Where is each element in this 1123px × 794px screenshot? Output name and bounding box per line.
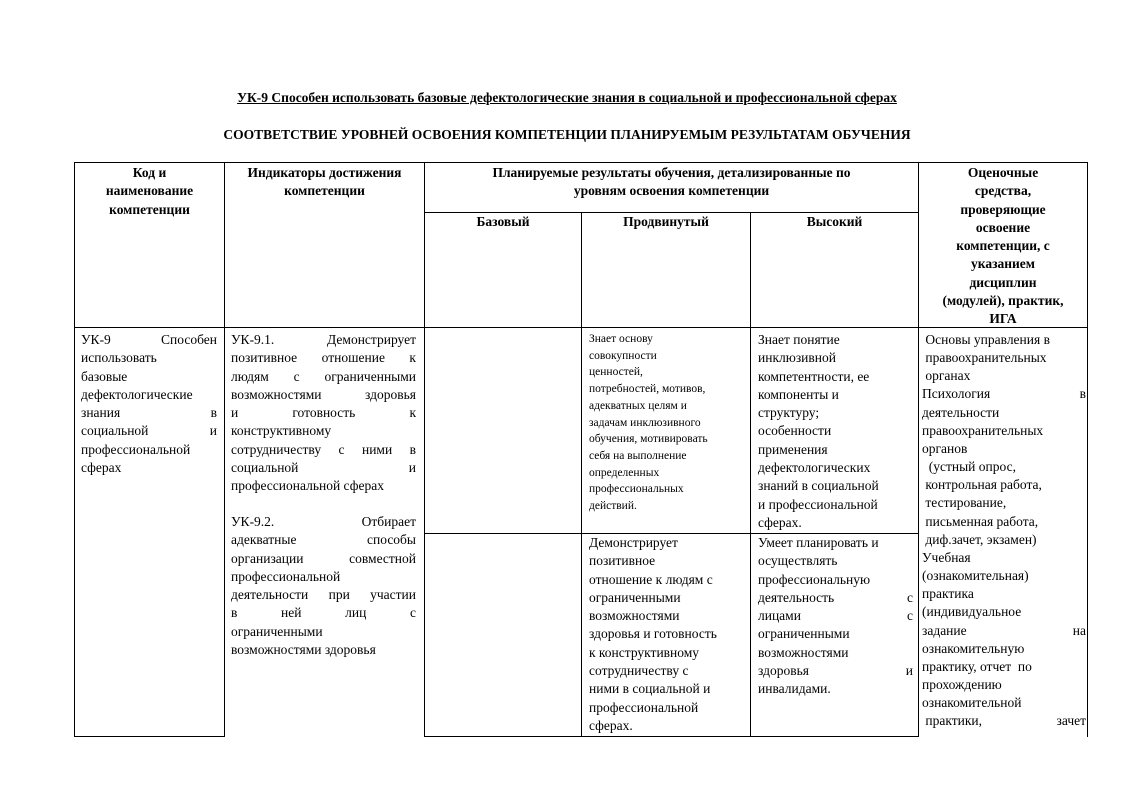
high-result-knows-line: Знает понятие [758,332,840,347]
high-result-can-line: деятельность с [758,589,913,605]
high-result-knows-line: знаний в социальной [758,478,879,494]
advanced-result-demonstrates-line: сферах. [589,717,633,733]
table-border [74,162,1088,163]
header-level-high-line: Высокий [806,214,863,229]
indicator-2-cell-line: УК-9.2. Отбирает [231,514,416,529]
document-subtitle: СООТВЕТСТВИЕ УРОВНЕЙ ОСВОЕНИЯ КОМПЕТЕНЦИИ ПЛАНИРУЕМЫМ РЕЗУЛЬТАТАМ ОБУЧЕНИЯ [223,127,911,142]
competence-cell-line: УК-9 Способен [81,332,217,347]
high-result-knows-line: особенности [758,423,832,439]
assessment-cell-line: органах [922,368,971,384]
high-result-knows-line: структуру; [758,405,820,421]
table-border [74,736,225,737]
high-result-knows-line: компетентности, ее [758,368,870,384]
document-title: УК-9 Способен использовать базовые дефектологические знания в социальной и профессиональной сферах [237,90,897,105]
advanced-result-knows-line: ценностей, [589,366,643,379]
advanced-result-knows-line: задачам инклюзивного [589,416,701,429]
header-assessment-line: дисциплин [969,274,1037,290]
indicator-1-cell-line: социальной и [231,460,416,476]
advanced-result-demonstrates-line: Демонстрирует [589,535,678,550]
indicator-2-cell-line: возможностями здоровья [231,642,376,658]
indicator-1-cell-line: возможностями здоровья [231,386,416,402]
assessment-cell-line: письменная работа, [922,513,1039,529]
header-code-line: наименование [105,183,194,199]
advanced-result-demonstrates-line: ограниченными [589,589,681,605]
advanced-result-knows-line: действий. [589,500,637,513]
advanced-result-knows-line: потребностей, мотивов, [589,383,706,396]
indicator-1-cell [231,331,416,496]
table-border [74,162,75,737]
assessment-cell-line: тестирование, [922,495,1007,511]
advanced-result-demonstrates [589,534,749,735]
header-code [75,164,224,219]
high-result-knows [758,331,916,532]
assessment-cell-line: (индивидуальное [922,604,1022,620]
advanced-result-knows-line: Знает основу [589,333,653,345]
header-level-high [751,213,918,231]
advanced-result-knows-line: обучения, мотивировать [589,433,708,446]
advanced-result-demonstrates-line: здоровья и готовность [589,626,717,642]
header-assessment-line: (модулей), практик, [942,293,1064,309]
competence-cell-line: использовать [81,350,157,366]
assessment-cell-line: практику, отчет по [922,658,1032,674]
competence-cell-line: социальной и [81,423,217,439]
high-result-can-line: профессиональную [758,571,871,587]
header-assessment-line: Оценочные [967,165,1039,180]
assessment-cell-line: ознакомительной [922,695,1022,711]
assessment-cell-line: правоохранительных [922,422,1044,438]
competence-cell-line: профессиональной [81,441,191,457]
indicator-2-cell [231,513,416,659]
table-border [74,327,919,328]
advanced-result-demonstrates-line: отношение к людям с [589,571,713,587]
high-result-knows-line: применения [758,441,828,457]
assessment-cell-line: Основы управления в [922,332,1050,347]
advanced-result-knows-line: совокупности [589,349,657,362]
indicator-1-cell-line: профессиональной сферах [231,478,384,494]
assessment-cell-line: правоохранительных [922,350,1047,366]
header-indicators [225,164,424,201]
assessment-cell-line: Психология в [922,386,1086,402]
competence-cell-line: базовые [81,368,128,384]
high-result-can-line: инвалидами. [758,681,831,697]
table-border [224,162,225,737]
high-result-can-line: ограниченными [758,626,850,642]
advanced-result-demonstrates-line: возможностями [589,608,680,624]
assessment-cell-line: Учебная [922,549,971,565]
indicator-2-cell-line: адекватные способы [231,532,416,548]
header-results-line: Планируемые результаты обучения, детализированные по [492,165,851,180]
advanced-result-demonstrates-line: сотрудничеству с [589,663,689,679]
advanced-result-knows-line: определенных [589,466,660,479]
header-results-line: уровням освоения компетенции [573,183,770,199]
indicator-1-cell-line: конструктивному [231,423,332,439]
header-assessment-line: указанием [971,256,1035,272]
high-result-knows-line: компоненты и [758,386,839,402]
high-result-knows-line: инклюзивной [758,350,836,366]
assessment-cell [922,331,1086,730]
competence-cell [81,331,217,477]
high-result-can-line: лицами с [758,608,913,624]
competence-cell-line: дефектологические [81,386,193,402]
high-result-knows-line: дефектологических [758,460,871,476]
advanced-result-knows [589,331,749,515]
competence-cell-line: знания в [81,405,217,421]
table-border [424,736,919,737]
assessment-cell-line: органов [922,440,968,456]
header-level-basic-line: Базовый [476,214,530,229]
header-assessment-line: средства, [974,183,1032,199]
indicator-1-cell-line: людям с ограниченными [231,368,416,384]
header-assessment-line: ИГА [989,311,1017,327]
high-result-can-line: здоровья и [758,663,913,679]
header-code-line: компетенции [109,201,190,217]
assessment-cell-line: задание на [922,622,1086,638]
header-assessment [919,164,1087,329]
indicator-1-cell-line: позитивное отношение к [231,350,416,366]
indicator-2-cell-line: ограниченными [231,623,323,639]
indicator-1-cell-line: и готовность к [231,405,416,421]
indicator-2-cell-line: организации совместной [231,550,416,566]
assessment-cell-line: ознакомительную [922,640,1025,656]
header-indicators-line: компетенции [284,183,365,199]
assessment-cell-line: (устный опрос, [922,459,1016,475]
table-border [424,162,425,737]
header-code-line: Код и [132,165,167,180]
advanced-result-knows-line: себя на выполнение [589,449,687,462]
table-border [581,212,582,737]
assessment-cell-line: (ознакомительная) [922,568,1029,584]
high-result-can-line: Умеет планировать и [758,535,879,550]
assessment-cell-line: контрольная работа, [922,477,1042,493]
indicator-1-cell-line: УК-9.1. Демонстрирует [231,332,416,347]
header-indicators-line: Индикаторы достижения [247,165,402,180]
high-result-can-line: возможностями [758,644,849,660]
assessment-cell-line: практика [922,586,974,602]
header-level-advanced [582,213,750,231]
table-border [1087,162,1088,737]
advanced-result-demonstrates-line: позитивное [589,553,656,569]
high-result-knows-line: сферах. [758,514,802,530]
header-results [425,164,918,201]
header-assessment-line: проверяющие [960,201,1046,217]
table-border [750,212,751,737]
high-result-can [758,534,913,699]
indicator-1-cell-line: сотрудничеству с ними в [231,441,416,457]
header-level-advanced-line: Продвинутый [623,214,709,229]
indicator-2-cell-line: деятельности при участии [231,587,416,603]
advanced-result-knows-line: профессиональных [589,483,684,496]
advanced-result-demonstrates-line: профессиональной [589,699,699,715]
advanced-result-demonstrates-line: к конструктивному [589,644,700,660]
header-assessment-line: освоение [975,219,1031,235]
competence-cell-line: сферах [81,460,122,476]
high-result-knows-line: и профессиональной [758,496,878,512]
advanced-result-knows-line: адекватных целям и [589,399,687,412]
indicator-2-cell-line: в ней лиц с [231,605,416,621]
assessment-cell-line: диф.зачет, экзамен) [922,531,1037,547]
high-result-can-line: осуществлять [758,553,838,569]
indicator-2-cell-line: профессиональной [231,568,341,584]
assessment-cell-line: практики, зачет [922,713,1086,729]
header-assessment-line: компетенции, с [956,238,1050,254]
assessment-cell-line: деятельности [922,404,1000,420]
advanced-result-demonstrates-line: ними в социальной и [589,681,711,697]
header-level-basic [425,213,581,231]
assessment-cell-line: прохождению [922,676,1002,692]
